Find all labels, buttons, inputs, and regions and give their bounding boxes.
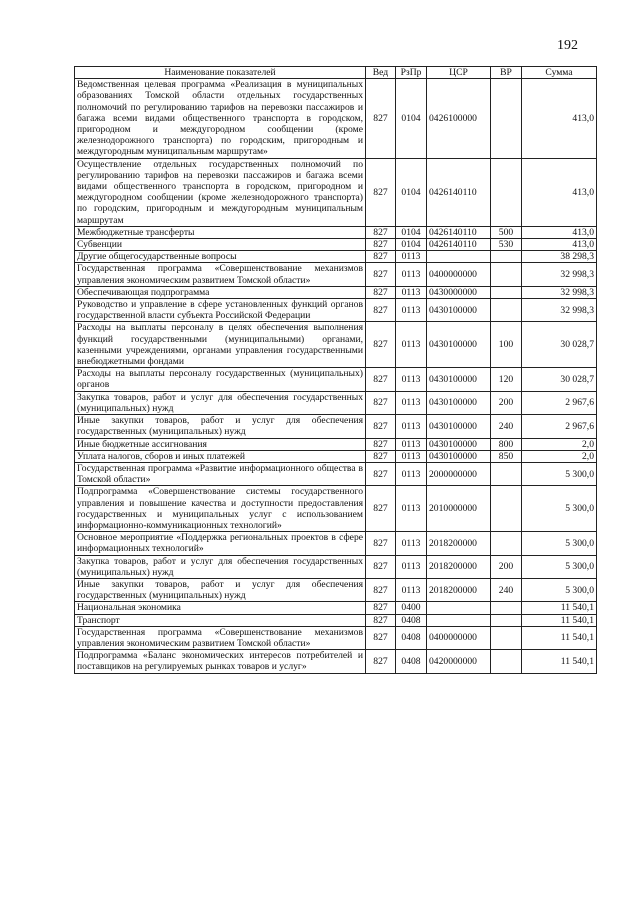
cell-csr: 0400000000	[427, 626, 491, 649]
cell-vr: 100	[491, 322, 522, 368]
cell-rzpr: 0113	[396, 368, 427, 391]
cell-ved: 827	[366, 578, 396, 601]
cell-rzpr: 0113	[396, 578, 427, 601]
cell-sum: 30 028,7	[522, 322, 597, 368]
cell-vr	[491, 462, 522, 485]
cell-sum: 413,0	[522, 158, 597, 226]
cell-name: Подпрограмма «Баланс экономических интересов потребителей и поставщиков на регулируемых рынках товаров и услуг»	[75, 650, 366, 673]
cell-csr	[427, 602, 491, 614]
cell-rzpr: 0113	[396, 251, 427, 263]
page-number: 192	[557, 38, 578, 53]
cell-name: Расходы на выплаты персоналу в целях обеспечения выполнения функций государственными (муниципальными) органами, казенными учреждениями, органами управления государственными внебюджетными фондами	[75, 322, 366, 368]
cell-vr: 800	[491, 438, 522, 450]
cell-sum: 2 967,6	[522, 415, 597, 438]
cell-vr	[491, 532, 522, 555]
cell-vr	[491, 486, 522, 532]
cell-name: Расходы на выплаты персоналу государственных (муниципальных) органов	[75, 368, 366, 391]
cell-rzpr: 0113	[396, 532, 427, 555]
table-row	[75, 614, 597, 626]
cell-vr	[491, 251, 522, 263]
cell-vr: 850	[491, 450, 522, 462]
cell-rzpr: 0113	[396, 438, 427, 450]
cell-csr: 0430100000	[427, 368, 491, 391]
cell-sum: 32 998,3	[522, 263, 597, 286]
cell-sum: 11 540,1	[522, 602, 597, 614]
cell-vr	[491, 158, 522, 226]
table-body	[75, 79, 597, 673]
cell-ved: 827	[366, 79, 396, 158]
cell-name: Государственная программа «Совершенствование механизмов управления экономическим развитием Томской области»	[75, 263, 366, 286]
cell-ved: 827	[366, 650, 396, 673]
cell-ved: 827	[366, 626, 396, 649]
table-row	[75, 322, 597, 368]
table-header-row	[75, 67, 597, 79]
cell-sum: 38 298,3	[522, 251, 597, 263]
cell-csr: 0430100000	[427, 415, 491, 438]
cell-sum: 32 998,3	[522, 299, 597, 322]
cell-rzpr: 0113	[396, 462, 427, 485]
cell-sum: 5 300,0	[522, 532, 597, 555]
table-row	[75, 251, 597, 263]
cell-sum: 413,0	[522, 239, 597, 251]
cell-rzpr: 0113	[396, 555, 427, 578]
cell-csr: 0430100000	[427, 450, 491, 462]
cell-name: Руководство и управление в сфере установленных функций органов государственной власти субъекта Российской Федерации	[75, 299, 366, 322]
cell-name: Закупка товаров, работ и услуг для обеспечения государственных (муниципальных) нужд	[75, 391, 366, 414]
cell-csr: 0426140110	[427, 239, 491, 251]
cell-vr: 240	[491, 415, 522, 438]
cell-rzpr: 0113	[396, 415, 427, 438]
cell-name: Ведомственная целевая программа «Реализация в муниципальных образованиях Томской области отдельных государственных полномочий по регулированию тарифов на перевозки пассажиров и багажа всеми видами общественного транспорта в городском, пригородном и междугородном сообщении (кроме железнодорожного транспорта) по городским, пригородным и междугородным муниципальным маршрутам»	[75, 79, 366, 158]
cell-ved: 827	[366, 286, 396, 298]
cell-ved: 827	[366, 299, 396, 322]
cell-ved: 827	[366, 263, 396, 286]
table-row	[75, 239, 597, 251]
header-name: Наименование показателей	[75, 67, 366, 79]
cell-vr	[491, 650, 522, 673]
cell-sum: 11 540,1	[522, 650, 597, 673]
cell-ved: 827	[366, 532, 396, 555]
cell-csr	[427, 614, 491, 626]
header-rzpr: РзПр	[396, 67, 427, 79]
cell-csr: 0426140110	[427, 158, 491, 226]
table-row	[75, 450, 597, 462]
cell-csr: 0420000000	[427, 650, 491, 673]
cell-sum: 2,0	[522, 438, 597, 450]
cell-name: Уплата налогов, сборов и иных платежей	[75, 450, 366, 462]
cell-sum: 11 540,1	[522, 626, 597, 649]
table-row	[75, 158, 597, 226]
header-vr: ВР	[491, 67, 522, 79]
cell-ved: 827	[366, 368, 396, 391]
cell-name: Субвенции	[75, 239, 366, 251]
cell-ved: 827	[366, 486, 396, 532]
cell-sum: 11 540,1	[522, 614, 597, 626]
cell-sum: 2 967,6	[522, 391, 597, 414]
cell-sum: 413,0	[522, 79, 597, 158]
cell-rzpr: 0113	[396, 450, 427, 462]
table-row	[75, 226, 597, 238]
cell-ved: 827	[366, 614, 396, 626]
cell-name: Иные бюджетные ассигнования	[75, 438, 366, 450]
cell-csr: 0430100000	[427, 322, 491, 368]
table-row	[75, 368, 597, 391]
cell-rzpr: 0408	[396, 650, 427, 673]
cell-csr: 0426100000	[427, 79, 491, 158]
table-row	[75, 532, 597, 555]
table-row	[75, 391, 597, 414]
cell-vr: 500	[491, 226, 522, 238]
table-row	[75, 626, 597, 649]
cell-csr: 2018200000	[427, 532, 491, 555]
cell-sum: 32 998,3	[522, 286, 597, 298]
table-row	[75, 438, 597, 450]
table-row	[75, 602, 597, 614]
cell-vr	[491, 263, 522, 286]
cell-csr: 0430100000	[427, 299, 491, 322]
budget-table	[74, 66, 597, 674]
cell-name: Другие общегосударственные вопросы	[75, 251, 366, 263]
cell-name: Осуществление отдельных государственных полномочий по регулированию тарифов на перевозки пассажиров и багажа всеми видами общественного транспорта в городском, пригородном и междугородном сообщении (кроме железнодорожного транспорта) по городским, пригородным и междугородным муниципальным маршрутам	[75, 158, 366, 226]
cell-csr: 2010000000	[427, 486, 491, 532]
cell-name: Национальная экономика	[75, 602, 366, 614]
cell-vr	[491, 299, 522, 322]
cell-rzpr: 0113	[396, 299, 427, 322]
header-ved: Вед	[366, 67, 396, 79]
cell-rzpr: 0104	[396, 158, 427, 226]
cell-vr	[491, 79, 522, 158]
cell-name: Государственная программа «Развитие информационного общества в Томской области»	[75, 462, 366, 485]
cell-csr: 0430100000	[427, 438, 491, 450]
table-row	[75, 650, 597, 673]
cell-csr: 0426140110	[427, 226, 491, 238]
cell-rzpr: 0113	[396, 286, 427, 298]
header-csr: ЦСР	[427, 67, 491, 79]
cell-name: Транспорт	[75, 614, 366, 626]
cell-rzpr: 0113	[396, 322, 427, 368]
cell-vr	[491, 614, 522, 626]
cell-name: Обеспечивающая подпрограмма	[75, 286, 366, 298]
cell-ved: 827	[366, 555, 396, 578]
table-row	[75, 555, 597, 578]
table-row	[75, 286, 597, 298]
cell-sum: 5 300,0	[522, 486, 597, 532]
cell-ved: 827	[366, 450, 396, 462]
cell-csr: 0430100000	[427, 391, 491, 414]
cell-csr: 0430000000	[427, 286, 491, 298]
cell-vr: 200	[491, 391, 522, 414]
cell-ved: 827	[366, 158, 396, 226]
cell-sum: 5 300,0	[522, 555, 597, 578]
cell-rzpr: 0113	[396, 391, 427, 414]
cell-name: Межбюджетные трансферты	[75, 226, 366, 238]
cell-name: Основное мероприятие «Поддержка региональных проектов в сфере информационных технологий»	[75, 532, 366, 555]
cell-rzpr: 0104	[396, 226, 427, 238]
cell-vr: 530	[491, 239, 522, 251]
cell-rzpr: 0408	[396, 626, 427, 649]
cell-vr: 240	[491, 578, 522, 601]
cell-ved: 827	[366, 239, 396, 251]
cell-vr	[491, 602, 522, 614]
cell-vr	[491, 626, 522, 649]
table-row	[75, 578, 597, 601]
cell-rzpr: 0113	[396, 486, 427, 532]
cell-csr: 0400000000	[427, 263, 491, 286]
cell-name: Подпрограмма «Совершенствование системы государственного управления и повышение качества и доступности предоставления государственных и муниципальных услуг с использованием информационно-коммуникационных технологий»	[75, 486, 366, 532]
cell-name: Иные закупки товаров, работ и услуг для обеспечения государственных (муниципальных) нужд	[75, 578, 366, 601]
cell-rzpr: 0104	[396, 239, 427, 251]
table-row	[75, 415, 597, 438]
cell-csr: 2018200000	[427, 555, 491, 578]
cell-sum: 2,0	[522, 450, 597, 462]
cell-ved: 827	[366, 391, 396, 414]
cell-name: Государственная программа «Совершенствование механизмов управления экономическим развитием Томской области»	[75, 626, 366, 649]
cell-csr	[427, 251, 491, 263]
cell-csr: 2018200000	[427, 578, 491, 601]
cell-ved: 827	[366, 602, 396, 614]
cell-sum: 5 300,0	[522, 462, 597, 485]
table-row	[75, 486, 597, 532]
cell-sum: 413,0	[522, 226, 597, 238]
cell-sum: 5 300,0	[522, 578, 597, 601]
cell-csr: 2000000000	[427, 462, 491, 485]
cell-ved: 827	[366, 322, 396, 368]
table-row	[75, 79, 597, 158]
cell-rzpr: 0104	[396, 79, 427, 158]
cell-ved: 827	[366, 226, 396, 238]
table-row	[75, 299, 597, 322]
table-row	[75, 462, 597, 485]
cell-vr: 200	[491, 555, 522, 578]
table-row	[75, 263, 597, 286]
cell-rzpr: 0408	[396, 614, 427, 626]
cell-vr	[491, 286, 522, 298]
cell-rzpr: 0400	[396, 602, 427, 614]
cell-name: Закупка товаров, работ и услуг для обеспечения государственных (муниципальных) нужд	[75, 555, 366, 578]
cell-vr: 120	[491, 368, 522, 391]
cell-ved: 827	[366, 251, 396, 263]
cell-name: Иные закупки товаров, работ и услуг для обеспечения государственных (муниципальных) нужд	[75, 415, 366, 438]
header-sum: Сумма	[522, 67, 597, 79]
cell-ved: 827	[366, 415, 396, 438]
cell-ved: 827	[366, 462, 396, 485]
cell-ved: 827	[366, 438, 396, 450]
cell-sum: 30 028,7	[522, 368, 597, 391]
cell-rzpr: 0113	[396, 263, 427, 286]
